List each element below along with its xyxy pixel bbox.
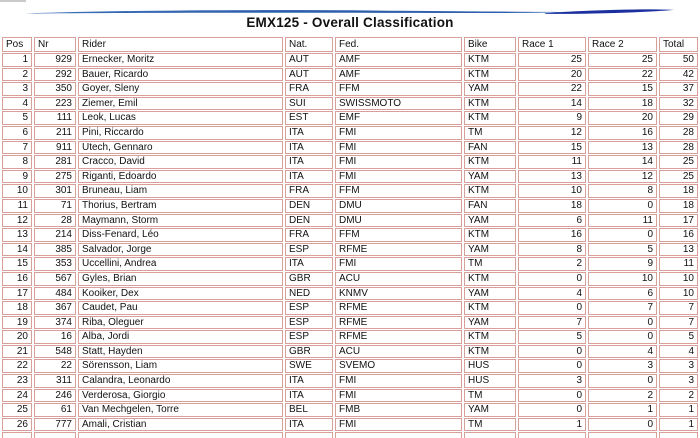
cell-total: 17 — [659, 214, 698, 228]
cell-pos: 15 — [2, 257, 32, 271]
cell-race-2: 0 — [588, 228, 657, 242]
cell-rider: Pini, Riccardo — [78, 126, 283, 140]
cell-total: 11 — [659, 257, 698, 271]
classification-table — [0, 36, 700, 438]
cell-pos: 2 — [2, 68, 32, 82]
cell-rider: Bruneau, Liam — [78, 184, 283, 198]
cell-fed: FMI — [335, 141, 462, 155]
cell-bike: YAM — [464, 287, 516, 301]
cell-bike: TM — [464, 389, 516, 403]
cell-nat: AUT — [285, 53, 333, 67]
table-row — [2, 111, 698, 125]
cell-race-2: 16 — [588, 126, 657, 140]
cell-total: 16 — [659, 228, 698, 242]
cell-race-2: 11 — [588, 214, 657, 228]
partial-cell — [34, 432, 76, 438]
cell-race-2: 15 — [588, 82, 657, 96]
cell-race-1: 22 — [518, 82, 586, 96]
cell-rider: Thorius, Bertram — [78, 199, 283, 213]
cell-rider: Riba, Oleguer — [78, 316, 283, 330]
cell-total: 3 — [659, 359, 698, 373]
cell-nr: 911 — [34, 141, 76, 155]
cell-race-1: 11 — [518, 155, 586, 169]
cell-race-1: 7 — [518, 316, 586, 330]
cell-nr: 16 — [34, 330, 76, 344]
cell-fed: RFME — [335, 316, 462, 330]
partial-cell — [659, 432, 698, 438]
cell-total: 50 — [659, 53, 698, 67]
cell-race-1: 6 — [518, 214, 586, 228]
cell-nr: 548 — [34, 345, 76, 359]
cell-rider: Salvador, Jorge — [78, 243, 283, 257]
cell-total: 32 — [659, 97, 698, 111]
cell-race-2: 1 — [588, 403, 657, 417]
column-header-nr: Nr — [34, 37, 76, 52]
table-row — [2, 155, 698, 169]
cell-nat: AUT — [285, 68, 333, 82]
table-header — [2, 37, 698, 52]
cell-fed: FFM — [335, 82, 462, 96]
cell-nr: 484 — [34, 287, 76, 301]
cell-nr: 211 — [34, 126, 76, 140]
cell-race-1: 13 — [518, 170, 586, 184]
table-row — [2, 141, 698, 155]
cell-nr: 367 — [34, 301, 76, 315]
cell-rider: Diss-Fenard, Léo — [78, 228, 283, 242]
cell-pos: 6 — [2, 126, 32, 140]
table-row — [2, 53, 698, 67]
cell-bike: KTM — [464, 272, 516, 286]
cell-race-2: 2 — [588, 389, 657, 403]
cell-race-1: 0 — [518, 301, 586, 315]
cell-total: 3 — [659, 374, 698, 388]
cell-rider: Calandra, Leonardo — [78, 374, 283, 388]
cell-rider: Uccellini, Andrea — [78, 257, 283, 271]
cell-race-2: 6 — [588, 287, 657, 301]
cell-nr: 385 — [34, 243, 76, 257]
cell-total: 42 — [659, 68, 698, 82]
cell-bike: TM — [464, 126, 516, 140]
table-row — [2, 389, 698, 403]
cell-bike: KTM — [464, 301, 516, 315]
cell-pos: 9 — [2, 170, 32, 184]
table-row — [2, 214, 698, 228]
cell-race-1: 15 — [518, 141, 586, 155]
cell-rider: Cracco, David — [78, 155, 283, 169]
cell-total: 2 — [659, 389, 698, 403]
cell-race-1: 4 — [518, 287, 586, 301]
cell-pos: 19 — [2, 316, 32, 330]
cell-race-1: 5 — [518, 330, 586, 344]
column-header-race-1: Race 1 — [518, 37, 586, 52]
cell-bike: YAM — [464, 243, 516, 257]
cell-bike: YAM — [464, 316, 516, 330]
cell-race-2: 3 — [588, 359, 657, 373]
column-header-race-2: Race 2 — [588, 37, 657, 52]
cell-nat: ESP — [285, 316, 333, 330]
cell-race-1: 25 — [518, 53, 586, 67]
cell-fed: RFME — [335, 301, 462, 315]
cell-pos: 25 — [2, 403, 32, 417]
partial-cell — [588, 432, 657, 438]
cell-bike: HUS — [464, 359, 516, 373]
cell-nat: ESP — [285, 301, 333, 315]
column-header-rider: Rider — [78, 37, 283, 52]
cell-total: 1 — [659, 418, 698, 432]
cell-race-1: 0 — [518, 403, 586, 417]
cell-race-1: 0 — [518, 359, 586, 373]
cell-race-1: 18 — [518, 199, 586, 213]
cell-race-1: 0 — [518, 389, 586, 403]
cell-total: 7 — [659, 316, 698, 330]
cell-race-1: 14 — [518, 97, 586, 111]
cell-nat: EST — [285, 111, 333, 125]
cell-fed: FMI — [335, 418, 462, 432]
table-row — [2, 316, 698, 330]
cell-rider: Sörensson, Liam — [78, 359, 283, 373]
column-header-total: Total — [659, 37, 698, 52]
cell-nr: 214 — [34, 228, 76, 242]
header-row — [2, 37, 698, 52]
cell-rider: Bauer, Ricardo — [78, 68, 283, 82]
cell-nat: ITA — [285, 374, 333, 388]
cell-race-1: 9 — [518, 111, 586, 125]
cell-bike: KTM — [464, 228, 516, 242]
page-title: EMX125 - Overall Classification — [246, 15, 454, 30]
table-row — [2, 403, 698, 417]
cell-pos: 22 — [2, 359, 32, 373]
cell-race-2: 0 — [588, 316, 657, 330]
cell-bike: KTM — [464, 330, 516, 344]
cell-bike: YAM — [464, 170, 516, 184]
cell-race-2: 9 — [588, 257, 657, 271]
cell-rider: Maymann, Storm — [78, 214, 283, 228]
cell-nat: ITA — [285, 126, 333, 140]
cell-race-2: 0 — [588, 374, 657, 388]
table-row — [2, 82, 698, 96]
cell-nat: ESP — [285, 330, 333, 344]
cell-bike: KTM — [464, 345, 516, 359]
cell-total: 28 — [659, 141, 698, 155]
cell-bike: YAM — [464, 214, 516, 228]
cell-pos: 5 — [2, 111, 32, 125]
cell-nr: 61 — [34, 403, 76, 417]
column-header-bike: Bike — [464, 37, 516, 52]
table-row — [2, 272, 698, 286]
cell-fed: FMB — [335, 403, 462, 417]
cell-nat: SUI — [285, 97, 333, 111]
cell-race-2: 13 — [588, 141, 657, 155]
cell-nat: NED — [285, 287, 333, 301]
cell-race-1: 16 — [518, 228, 586, 242]
cell-nat: ITA — [285, 155, 333, 169]
cell-rider: Ziemer, Emil — [78, 97, 283, 111]
cell-race-2: 14 — [588, 155, 657, 169]
cell-race-2: 8 — [588, 184, 657, 198]
cell-fed: FFM — [335, 228, 462, 242]
cell-bike: YAM — [464, 82, 516, 96]
cell-nat: FRA — [285, 228, 333, 242]
cell-fed: AMF — [335, 68, 462, 82]
cell-bike: KTM — [464, 111, 516, 125]
cell-nr: 275 — [34, 170, 76, 184]
cell-race-1: 2 — [518, 257, 586, 271]
cell-pos: 23 — [2, 374, 32, 388]
cell-race-2: 18 — [588, 97, 657, 111]
cell-fed: ACU — [335, 272, 462, 286]
cell-nat: FRA — [285, 82, 333, 96]
cell-nr: 246 — [34, 389, 76, 403]
cell-pos: 8 — [2, 155, 32, 169]
cell-nat: ITA — [285, 257, 333, 271]
cell-nr: 22 — [34, 359, 76, 373]
cell-bike: KTM — [464, 97, 516, 111]
cell-fed: AMF — [335, 53, 462, 67]
cell-fed: DMU — [335, 214, 462, 228]
cell-nr: 929 — [34, 53, 76, 67]
table-row — [2, 97, 698, 111]
column-header-nat: Nat. — [285, 37, 333, 52]
cell-fed: EMF — [335, 111, 462, 125]
table-row — [2, 330, 698, 344]
cell-nat: FRA — [285, 184, 333, 198]
cell-pos: 12 — [2, 214, 32, 228]
cell-pos: 11 — [2, 199, 32, 213]
cell-bike: TM — [464, 257, 516, 271]
cell-pos: 16 — [2, 272, 32, 286]
cell-nat: ITA — [285, 170, 333, 184]
cell-pos: 24 — [2, 389, 32, 403]
cell-pos: 3 — [2, 82, 32, 96]
cell-fed: SWISSMOTO — [335, 97, 462, 111]
cell-nr: 567 — [34, 272, 76, 286]
cell-pos: 18 — [2, 301, 32, 315]
cell-pos: 10 — [2, 184, 32, 198]
cell-total: 5 — [659, 330, 698, 344]
table-row — [2, 126, 698, 140]
cell-fed: ACU — [335, 345, 462, 359]
cell-nr: 777 — [34, 418, 76, 432]
cell-fed: DMU — [335, 199, 462, 213]
cell-nr: 281 — [34, 155, 76, 169]
partial-cell — [518, 432, 586, 438]
cell-pos: 26 — [2, 418, 32, 432]
cell-rider: Amali, Cristian — [78, 418, 283, 432]
cell-pos: 20 — [2, 330, 32, 344]
cell-nr: 311 — [34, 374, 76, 388]
cell-fed: RFME — [335, 330, 462, 344]
cell-rider: Verderosa, Giorgio — [78, 389, 283, 403]
cell-nat: ITA — [285, 418, 333, 432]
table-row — [2, 301, 698, 315]
cell-race-2: 25 — [588, 53, 657, 67]
cell-fed: FMI — [335, 170, 462, 184]
cell-bike: KTM — [464, 68, 516, 82]
cell-race-1: 20 — [518, 68, 586, 82]
cell-rider: Van Mechgelen, Torre — [78, 403, 283, 417]
cell-bike: FAN — [464, 141, 516, 155]
cell-rider: Ernecker, Moritz — [78, 53, 283, 67]
cell-fed: FMI — [335, 257, 462, 271]
table-row — [2, 359, 698, 373]
cell-pos: 7 — [2, 141, 32, 155]
cell-fed: KNMV — [335, 287, 462, 301]
cell-pos: 4 — [2, 97, 32, 111]
cell-total: 37 — [659, 82, 698, 96]
cell-bike: TM — [464, 418, 516, 432]
cell-race-2: 0 — [588, 418, 657, 432]
cell-bike: KTM — [464, 53, 516, 67]
cell-race-1: 3 — [518, 374, 586, 388]
cell-rider: Leok, Lucas — [78, 111, 283, 125]
column-header-fed: Fed. — [335, 37, 462, 52]
cell-nat: ESP — [285, 243, 333, 257]
cell-nat: SWE — [285, 359, 333, 373]
cell-nr: 28 — [34, 214, 76, 228]
cell-pos: 17 — [2, 287, 32, 301]
table-row — [2, 199, 698, 213]
cell-rider: Kooiker, Dex — [78, 287, 283, 301]
cell-nr: 350 — [34, 82, 76, 96]
cell-fed: FMI — [335, 155, 462, 169]
table-row — [2, 170, 698, 184]
partial-cell — [2, 432, 32, 438]
cell-race-2: 20 — [588, 111, 657, 125]
partial-cell — [335, 432, 462, 438]
cell-race-2: 0 — [588, 199, 657, 213]
column-header-pos: Pos — [2, 37, 32, 52]
cell-total: 25 — [659, 170, 698, 184]
cell-rider: Goyer, Sleny — [78, 82, 283, 96]
cell-race-2: 4 — [588, 345, 657, 359]
table-row — [2, 374, 698, 388]
cell-total: 25 — [659, 155, 698, 169]
cell-race-1: 12 — [518, 126, 586, 140]
table-row — [2, 243, 698, 257]
cell-pos: 14 — [2, 243, 32, 257]
cell-total: 7 — [659, 301, 698, 315]
cell-rider: Utech, Gennaro — [78, 141, 283, 155]
partial-cell — [464, 432, 516, 438]
cell-bike: YAM — [464, 403, 516, 417]
cell-total: 10 — [659, 287, 698, 301]
table-row — [2, 184, 698, 198]
cell-total: 28 — [659, 126, 698, 140]
cell-nat: GBR — [285, 272, 333, 286]
partial-cell — [78, 432, 283, 438]
cell-race-2: 12 — [588, 170, 657, 184]
cell-total: 10 — [659, 272, 698, 286]
table-row — [2, 257, 698, 271]
cell-nat: BEL — [285, 403, 333, 417]
cell-fed: FMI — [335, 374, 462, 388]
cell-pos: 21 — [2, 345, 32, 359]
cell-race-1: 0 — [518, 272, 586, 286]
cell-race-2: 7 — [588, 301, 657, 315]
cell-nat: DEN — [285, 199, 333, 213]
cell-bike: KTM — [464, 155, 516, 169]
cell-nr: 71 — [34, 199, 76, 213]
cell-rider: Gyles, Brian — [78, 272, 283, 286]
partial-row — [2, 432, 698, 438]
cell-race-2: 5 — [588, 243, 657, 257]
cell-race-2: 22 — [588, 68, 657, 82]
cell-total: 29 — [659, 111, 698, 125]
cell-rider: Statt, Hayden — [78, 345, 283, 359]
cell-nat: DEN — [285, 214, 333, 228]
cell-nat: ITA — [285, 389, 333, 403]
cell-total: 18 — [659, 184, 698, 198]
cell-race-1: 10 — [518, 184, 586, 198]
cell-nr: 111 — [34, 111, 76, 125]
cell-bike: HUS — [464, 374, 516, 388]
cell-race-1: 8 — [518, 243, 586, 257]
cell-total: 18 — [659, 199, 698, 213]
cell-pos: 1 — [2, 53, 32, 67]
cell-rider: Alba, Jordi — [78, 330, 283, 344]
cell-nat: ITA — [285, 141, 333, 155]
cell-fed: SVEMO — [335, 359, 462, 373]
partial-cell — [285, 432, 333, 438]
table-row — [2, 68, 698, 82]
table-row — [2, 287, 698, 301]
table-row — [2, 228, 698, 242]
cell-nr: 374 — [34, 316, 76, 330]
cell-rider: Caudet, Pau — [78, 301, 283, 315]
cell-rider: Riganti, Edoardo — [78, 170, 283, 184]
table-body — [2, 53, 698, 438]
cell-bike: KTM — [464, 184, 516, 198]
cell-nr: 292 — [34, 68, 76, 82]
cell-nr: 223 — [34, 97, 76, 111]
cell-race-2: 0 — [588, 330, 657, 344]
cell-bike: FAN — [464, 199, 516, 213]
cell-total: 13 — [659, 243, 698, 257]
cell-total: 1 — [659, 403, 698, 417]
cell-total: 4 — [659, 345, 698, 359]
cell-fed: FMI — [335, 389, 462, 403]
cell-fed: RFME — [335, 243, 462, 257]
cell-race-2: 10 — [588, 272, 657, 286]
cell-pos: 13 — [2, 228, 32, 242]
cell-fed: FFM — [335, 184, 462, 198]
cell-fed: FMI — [335, 126, 462, 140]
cell-race-1: 0 — [518, 345, 586, 359]
table-row — [2, 418, 698, 432]
cell-nat: GBR — [285, 345, 333, 359]
cell-nr: 353 — [34, 257, 76, 271]
table-row — [2, 345, 698, 359]
cell-nr: 301 — [34, 184, 76, 198]
cell-race-1: 1 — [518, 418, 586, 432]
